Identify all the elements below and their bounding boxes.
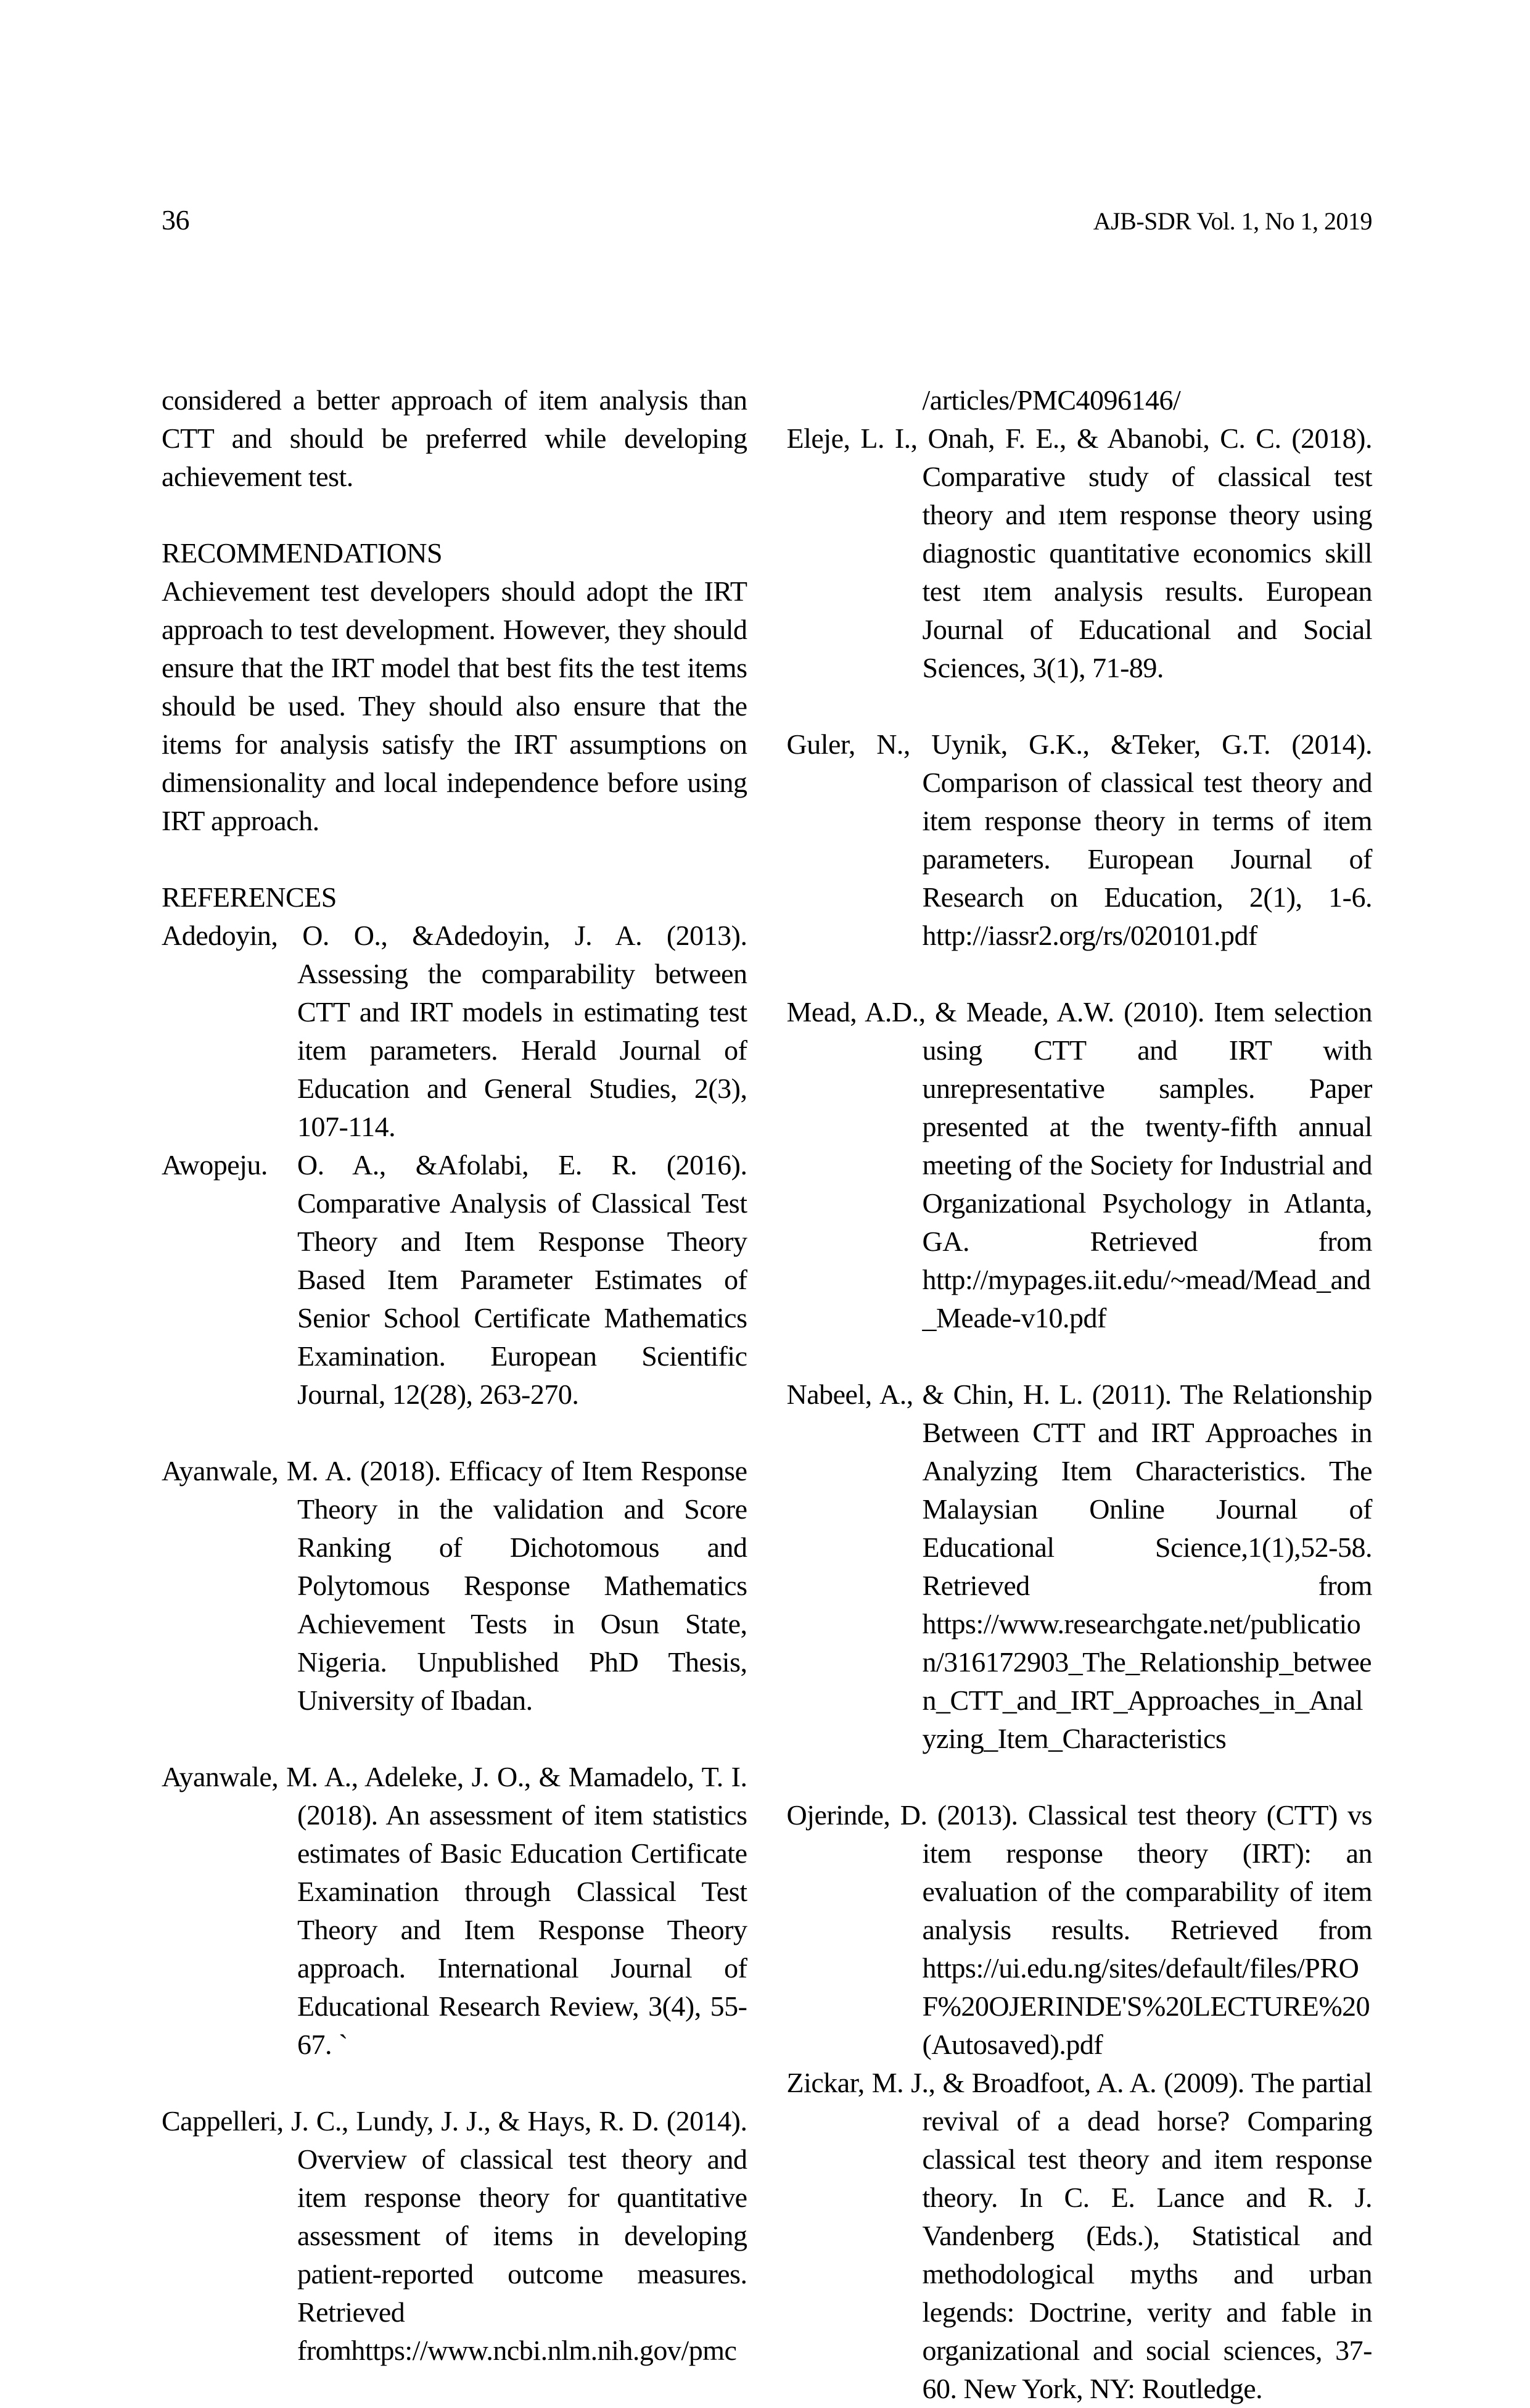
reference-entry: Guler, N., Uynik, G.K., &Teker, G.T. (2014). Comparison of classical test theory and item response theory in terms of item parameters. European Journal of Research on Education, 2(1), 1-6. http://iassr2.org/rs/020101.pdf (786, 728, 1372, 951)
reference-entry: Ojerinde, D. (2013). Classical test theory (CTT) vs item response theory (IRT): an evaluation of the comparability of item analysis results. Retrieved from https://ui.edu.ng/sites/default/files/PROF%20OJERINDE'S%20LECTURE%20(Autosaved).pdf (786, 1799, 1372, 2060)
reference-entry: Eleje, L. I., Onah, F. E., & Abanobi, C. C. (2018). Comparative study of classical test theory and ıtem response theory using diagnostic quantitative economics skill test ıtem analysis results. European Journal of Educational and Social Sciences, 3(1), 71-89. (786, 423, 1372, 683)
intro-paragraph: considered a better approach of item analysis than CTT and should be preferred while developing achievement test. (162, 384, 747, 492)
references-heading: REFERENCES (162, 881, 337, 913)
reference-entry: Adedoyin, O. O., &Adedoyin, J. A. (2013). Assessing the comparability between CTT and IRT models in estimating test item parameters. Herald Journal of Education and General Studies, 2(3), 107-114. (162, 920, 747, 1142)
reference-entry: Zickar, M. J., & Broadfoot, A. A. (2009). The partial revival of a dead horse? Comparing classical test theory and item response theory. In C. E. Lance and R. J. Vandenberg (Eds.), Statistical and methodological myths and urban legends: Doctrine, verity and fable in organizational and social sciences, 37-60. New York, NY: Routledge. (786, 2067, 1372, 2404)
right-column (787, 381, 1373, 2408)
reference-entry: Mead, A.D., & Meade, A.W. (2010). Item selection using CTT and IRT with unrepresentative samples. Paper presented at the twenty-fifth annual meeting of the Society for Industrial and Organizational Psychology in Atlanta, GA. Retrieved from http://mypages.iit.edu/~mead/Mead_and_Meade-v10.pdf (786, 996, 1372, 1334)
journal-volume-label: AJB-SDR Vol. 1, No 1, 2019 (1093, 207, 1372, 235)
recommendations-heading: RECOMMENDATIONS (162, 537, 443, 569)
page-number: 36 (162, 204, 189, 236)
left-column (162, 381, 747, 2408)
reference-entry: Awopeju. O. A., &Afolabi, E. R. (2016). Comparative Analysis of Classical Test Theory and Item Response Theory Based Item Parameter Estimates of Senior School Certificate Mathematics Examination. European Scientific Journal, 12(28), 263-270. (162, 1149, 747, 1410)
reference-entry: Ayanwale, M. A. (2018). Efficacy of Item Response Theory in the validation and Score Ranking of Dichotomous and Polytomous Response Mathematics Achievement Tests in Osun State, Nigeria. Unpublished PhD Thesis, University of Ibadan. (162, 1455, 747, 1716)
two-column-body (162, 381, 1372, 2408)
reference-entry: Nabeel, A., & Chin, H. L. (2011). The Relationship Between CTT and IRT Approaches in Analyzing Item Characteristics. The Malaysian Online Journal of Educational Science,1(1),52-58. Retrieved from https://www.researchgate.net/publication/316172903_The_Relationship_between_CTT_and_IRT_Approaches_in_Analyzing_Item_Characteristics (786, 1379, 1372, 1754)
page-header (162, 201, 1372, 241)
reference-entry: Cappelleri, J. C., Lundy, J. J., & Hays, R. D. (2014). Overview of classical test theory and item response theory for quantitative assessment of items in developing patient-reported outcome measures. Retrieved fromhttps://www.ncbi.nlm.nih.gov/pmc (162, 2105, 747, 2366)
recommendations-paragraph: Achievement test developers should adopt the IRT approach to test development. However, they should ensure that the IRT model that best fits the test items should be used. They should also ensure that the items for analysis satisfy the IRT assumptions on dimensionality and local independence before using IRT approach. (162, 575, 747, 836)
url-continuation-line: /articles/PMC4096146/ (922, 384, 1181, 416)
reference-entry: Ayanwale, M. A., Adeleke, J. O., & Mamadelo, T. I. (2018). An assessment of item statistics estimates of Basic Education Certificate Examination through Classical Test Theory and Item Response Theory approach. International Journal of Educational Research Review, 3(4), 55-67. ` (162, 1761, 747, 2060)
